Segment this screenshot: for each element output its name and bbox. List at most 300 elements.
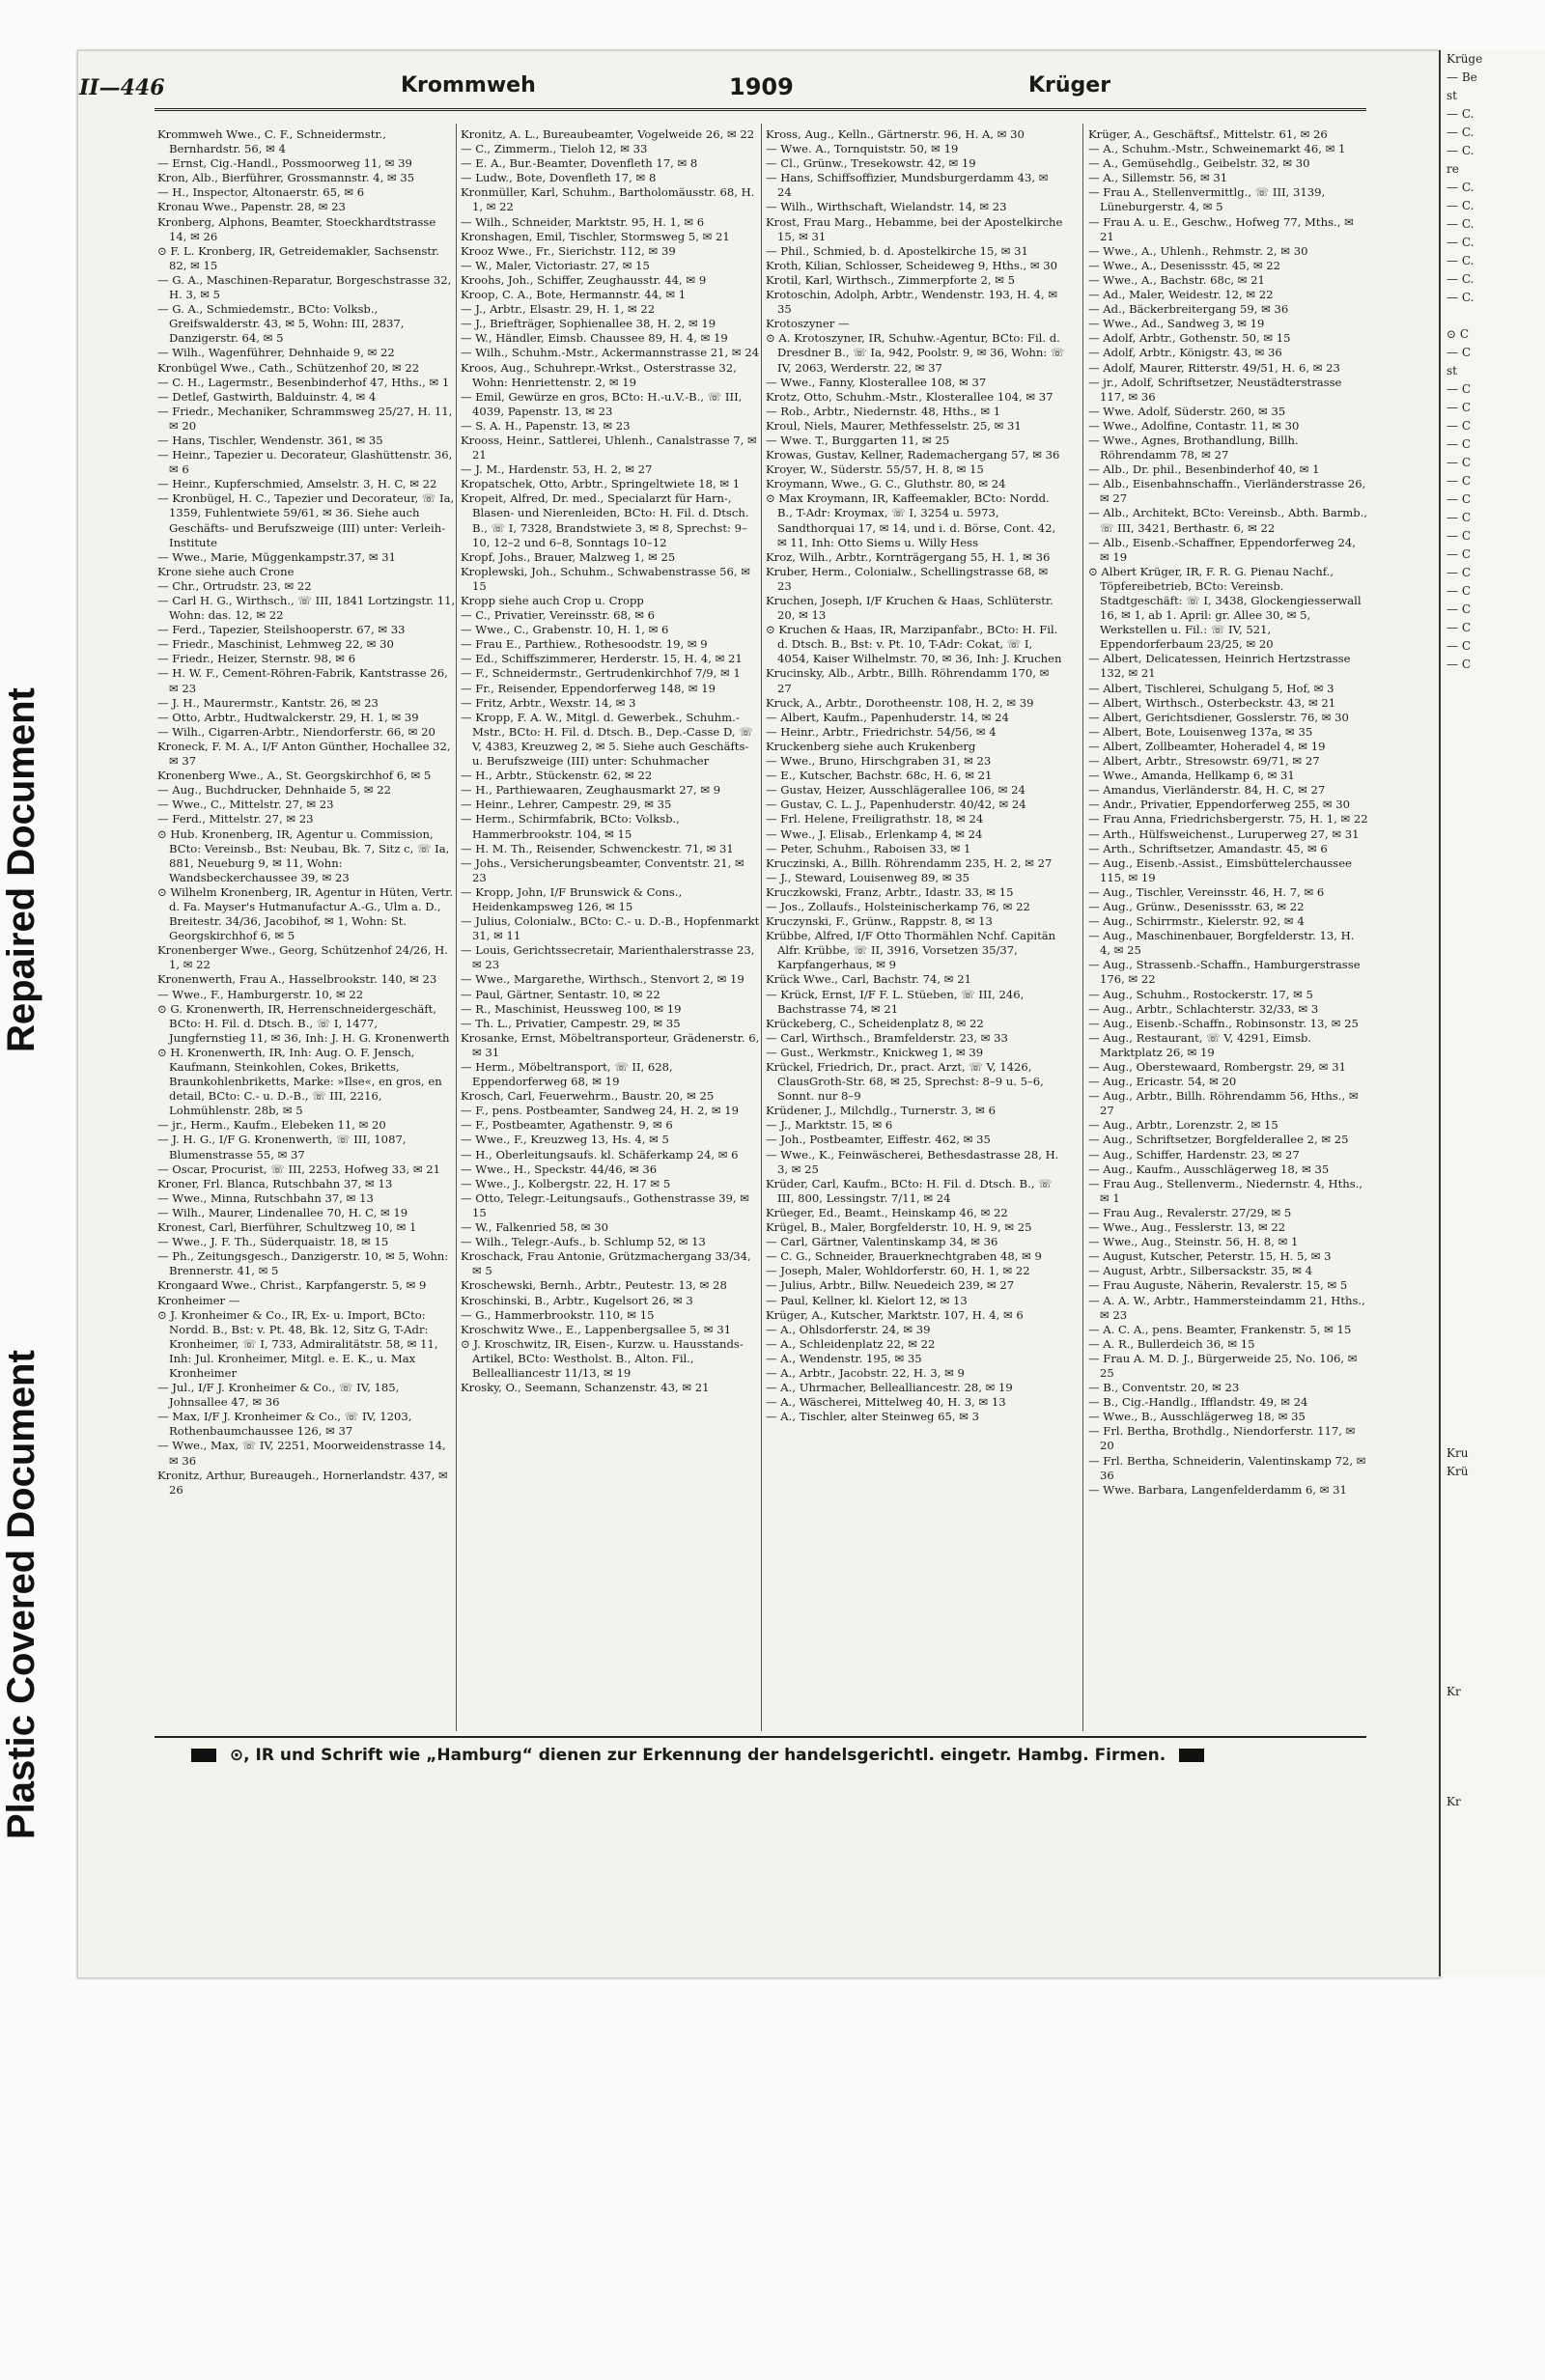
directory-entry: — Arth., Hülfsweichenst., Luruperweg 27, ✉ 31: [1088, 826, 1360, 841]
directory-entry: — Frau A. u. E., Geschw., Hofweg 77, Mths., ✉ 21: [1088, 214, 1354, 243]
directory-entry: — Wwe., J. F. Th., Süderquaistr. 18, ✉ 15: [157, 1235, 389, 1249]
directory-entry: — J. H. G., I/F G. Kronenwerth, ☏ III, 1087, Blumenstrasse 55, ✉ 37: [157, 1133, 407, 1162]
directory-entry: Krotil, Karl, Wirthsch., Zimmerpforte 2, ✉ 5: [766, 272, 1015, 287]
adjacent-page-fragment: [1441, 1004, 1545, 1022]
directory-entry: — Heinr., Lehrer, Campestr. 29, ✉ 35: [461, 798, 672, 812]
adjacent-page-fragment: st: [1447, 364, 1457, 378]
directory-entry: Kruchen, Joseph, I/F Kruchen & Haas, Schlüterstr. 20, ✉ 13: [766, 594, 1053, 623]
directory-entry: — Friedr., Maschinist, Lehmweg 22, ✉ 30: [157, 637, 394, 652]
directory-entry: — Peter, Schuhm., Raboisen 33, ✉ 1: [766, 841, 971, 855]
directory-entry: — A., Schuhm.-Mstr., Schweinemarkt 46, ✉ 1: [1088, 142, 1346, 156]
directory-entry: — Wwe., K., Feinwäscherei, Bethesdastrasse 28, H. 3, ✉ 25: [766, 1147, 1059, 1176]
directory-entry: — Adolf, Arbtr., Gothenstr. 50, ✉ 15: [1088, 331, 1291, 346]
adjacent-page-fragment: [1441, 1243, 1545, 1261]
adjacent-page-fragment: [1441, 1610, 1545, 1628]
header-left-word: Krommweh: [401, 73, 536, 98]
directory-entry: — Wilh., Maurer, Lindenallee 70, H. C, ✉ 19: [157, 1205, 408, 1219]
adjacent-page-fragment: ⊙ C: [1447, 327, 1470, 341]
directory-entry: ⊙ H. Kronenwerth, IR, Inh: Aug. O. F. Jensch, Kaufmann, Steinkohlen, Cokes, Briketts, Braunkohlenbriketts, Marke: »Ilse«, en gros, en detail, BCto: C.- u. D.-B., ☏ III, 2216, Lohmühlenstr. 28b, ✉ 5: [157, 1045, 442, 1118]
directory-entry: — Wwe., Ad., Sandweg 3, ✉ 19: [1088, 317, 1265, 331]
adjacent-page-fragment: [1441, 766, 1545, 784]
directory-entry: — A., Wäscherei, Mittelweg 40, H. 3, ✉ 13: [766, 1395, 1006, 1410]
directory-entry: ⊙ Wilhelm Kronenberg, IR, Agentur in Hüten, Vertr. d. Fa. Mayser's Hutmanufactur A.-G., Ulm a. D., Breitestr. 34/36, Jacobihof, ✉ 1, Wohn: St. Georgskirchhof 6, ✉ 5: [157, 884, 454, 943]
directory-entry: — F., Schneidermstr., Gertrudenkirchhof 7/9, ✉ 1: [461, 666, 741, 681]
directory-entry: Krooss, Heinr., Sattlerei, Uhlenh., Canalstrasse 7, ✉ 21: [461, 433, 757, 462]
directory-entry: — Joh., Postbeamter, Eiffestr. 462, ✉ 35: [766, 1133, 991, 1147]
directory-entry: — Jos., Zollaufs., Holsteinischerkamp 76, ✉ 22: [766, 899, 1030, 913]
adjacent-page-fragment: [1441, 1169, 1545, 1188]
directory-entry: — Ernst, Cig.-Handl., Possmoorweg 11, ✉ 39: [157, 156, 412, 171]
directory-entry: — Adolf, Maurer, Ritterstr. 49/51, H. 6, ✉ 23: [1088, 360, 1340, 375]
adjacent-page-fragment: [1441, 1334, 1545, 1353]
adjacent-page-fragment: [1441, 1738, 1545, 1756]
directory-column-4: [1088, 127, 1368, 1725]
directory-entry: — Paul, Gärtner, Sentastr. 10, ✉ 22: [461, 987, 660, 1001]
directory-entry: ⊙ F. L. Kronberg, IR, Getreidemakler, Sachsenstr. 82, ✉ 15: [157, 243, 439, 272]
directory-entry: — Aug., Schiffer, Hardenstr. 23, ✉ 27: [1088, 1147, 1300, 1162]
adjacent-page-fragment: [1441, 1279, 1545, 1298]
adjacent-page-fragment: [1441, 1224, 1545, 1243]
directory-entry: Kroplewski, Joh., Schuhm., Schwabenstrasse 56, ✉ 15: [461, 564, 751, 593]
directory-entry: — Th. L., Privatier, Campestr. 29, ✉ 35: [461, 1016, 681, 1030]
directory-entry: — Albert, Kaufm., Papenhuderstr. 14, ✉ 24: [766, 710, 1009, 724]
adjacent-page-fragment: [1441, 1298, 1545, 1316]
directory-entry: — Ed., Schiffszimmerer, Herderstr. 15, H. 4, ✉ 21: [461, 652, 743, 666]
directory-entry: Krüger, A., Geschäftsf., Mittelstr. 61, ✉ 26: [1088, 127, 1328, 141]
directory-entry: — Adolf, Arbtr., Königstr. 43, ✉ 36: [1088, 346, 1282, 360]
directory-entry: — E., Kutscher, Bachstr. 68c, H. 6, ✉ 21: [766, 769, 993, 783]
adjacent-page-fragment: — Be: [1447, 70, 1477, 84]
directory-entry: Kronheimer —: [157, 1293, 240, 1307]
directory-entry: — Aug., Eisenb.-Schaffn., Robinsonstr. 13, ✉ 25: [1088, 1016, 1359, 1030]
adjacent-page-fragment: [1441, 307, 1545, 325]
footer-text: ⊙, IR und Schrift wie „Hamburg“ dienen zur Erkennung der handelsgerichtl. eingetr. Hambg. Firmen.: [229, 1746, 1166, 1765]
directory-entry: — J., Marktstr. 15, ✉ 6: [766, 1118, 893, 1133]
directory-entry: — Frau Anna, Friedrichsbergerstr. 75, H. 1, ✉ 22: [1088, 812, 1368, 826]
directory-entry: Kronmüller, Karl, Schuhm., Bartholomäusstr. 68, H. 1, ✉ 22: [461, 185, 755, 214]
directory-entry: — B., Conventstr. 20, ✉ 23: [1088, 1381, 1240, 1395]
directory-entry: — Wwe., Minna, Rutschbahn 37, ✉ 13: [157, 1190, 374, 1205]
directory-entry: — Wwe., Max, ☏ IV, 2251, Moorweidenstrasse 14, ✉ 36: [157, 1439, 446, 1468]
directory-entry: — Wwe., Bruno, Hirschgraben 31, ✉ 23: [766, 754, 992, 769]
directory-entry: — W., Händler, Eimsb. Chaussee 89, H. 4, ✉ 19: [461, 331, 728, 346]
directory-entry: — Julius, Arbtr., Billw. Neuedeich 239, ✉ 27: [766, 1278, 1015, 1293]
adjacent-page-fragment: re: [1447, 162, 1459, 176]
directory-entry: Krosch, Carl, Feuerwehrm., Baustr. 20, ✉ 25: [461, 1089, 715, 1104]
directory-entry: — Wwe. Adolf, Süderstr. 260, ✉ 35: [1088, 404, 1286, 418]
column-separator: [1082, 124, 1083, 1731]
directory-entry: Kruck, A., Arbtr., Dorotheenstr. 108, H. 2, ✉ 39: [766, 695, 1034, 710]
directory-entry: — Joseph, Maler, Wohldorferstr. 60, H. 1, ✉ 22: [766, 1264, 1030, 1278]
directory-entry: — Wwe., Margarethe, Wirthsch., Stenvort 2, ✉ 19: [461, 972, 744, 987]
footer-note: [183, 1746, 1362, 1765]
adjacent-page-fragment: — C: [1447, 492, 1471, 506]
directory-entry: — F., Postbeamter, Agathenstr. 9, ✉ 6: [461, 1118, 673, 1133]
adjacent-page-fragment: [1441, 1353, 1545, 1371]
directory-entry: Krotoszyner —: [766, 317, 850, 331]
directory-entry: — A., Sillemstr. 56, ✉ 31: [1088, 171, 1228, 185]
directory-entry: — C. G., Schneider, Brauerknechtgraben 48, ✉ 9: [766, 1249, 1042, 1264]
adjacent-page-fragment: [1441, 1371, 1545, 1389]
adjacent-page-fragment: Kr: [1447, 1685, 1461, 1698]
directory-entry: Krückel, Friedrich, Dr., pract. Arzt, ☏ V, 1426, ClausGroth-Str. 68, ✉ 25, Sprechst: 8–9 u. 5–6, Sonnt. nur 8–9: [766, 1060, 1044, 1104]
directory-entry: — Aug., Schirrmstr., Kielerstr. 92, ✉ 4: [1088, 914, 1305, 929]
side-label-plastic: Plastic Covered Document: [0, 1350, 42, 1839]
directory-entry: — Aug., Arbtr., Billh. Röhrendamm 56, Hths., ✉ 27: [1088, 1089, 1359, 1118]
adjacent-page-fragment: [1441, 949, 1545, 967]
directory-entry: Krügel, B., Maler, Borgfelderstr. 10, H. 9, ✉ 25: [766, 1220, 1032, 1235]
directory-entry: Krommweh Wwe., C. F., Schneidermstr., Bernhardstr. 56, ✉ 4: [157, 127, 386, 156]
directory-entry: ⊙ G. Kronenwerth, IR, Herrenschneidergeschäft, BCto: H. Fil. d. Dtsch. B., ☏ I, 1477, Jungfernstieg 11, ✉ 36, Inh: J. H. G. Kronenwerth: [157, 1001, 450, 1045]
directory-entry: — Wwe., Adolfine, Contastr. 11, ✉ 30: [1088, 418, 1300, 433]
directory-entry: — Detlef, Gastwirth, Balduinstr. 4, ✉ 4: [157, 389, 377, 404]
directory-entry: — B., Cig.-Handlg., Ifflandstr. 49, ✉ 24: [1088, 1395, 1308, 1410]
adjacent-page-fragment: — C: [1447, 382, 1471, 396]
directory-entry: — W., Maler, Victoriastr. 27, ✉ 15: [461, 258, 650, 272]
adjacent-page-fragment: [1441, 986, 1545, 1004]
directory-entry: — A., Schleidenplatz 22, ✉ 22: [766, 1336, 936, 1351]
directory-entry: Kronitz, Arthur, Bureaugeh., Hornerlandstr. 437, ✉ 26: [157, 1468, 448, 1497]
directory-entry: — Gustav, C. L. J., Papenhuderstr. 40/42, ✉ 24: [766, 798, 1026, 812]
directory-entry: — Herm., Möbeltransport, ☏ II, 628, Eppendorferweg 68, ✉ 19: [461, 1060, 673, 1089]
directory-entry: — Wilh., Schneider, Marktstr. 95, H. 1, ✉ 6: [461, 214, 705, 229]
directory-entry: — Phil., Schmied, b. d. Apostelkirche 15, ✉ 31: [766, 243, 1028, 258]
adjacent-page-fragment: [1441, 894, 1545, 912]
directory-entry: — Hans, Schiffsoffizier, Mundsburgerdamm 43, ✉ 24: [766, 171, 1049, 200]
directory-entry: — Cl., Grünw., Tresekowstr. 42, ✉ 19: [766, 156, 976, 171]
directory-entry: Krongaard Wwe., Christ., Karpfangerstr. 5, ✉ 9: [157, 1278, 427, 1293]
directory-entry: — Wilh., Wirthschaft, Wielandstr. 14, ✉ 23: [766, 200, 1007, 214]
header-rule: [154, 108, 1366, 111]
directory-entry: — Wwe., Marie, Müggenkampstr.37, ✉ 31: [157, 549, 397, 564]
directory-entry: Krüder, Carl, Kaufm., BCto: H. Fil. d. Dtsch. B., ☏ III, 800, Lessingstr. 7/11, ✉ 24: [766, 1176, 1053, 1205]
directory-entry: — Frl. Helene, Freiligrathstr. 18, ✉ 24: [766, 812, 984, 826]
adjacent-page-fragment: — C: [1447, 456, 1471, 469]
directory-column-2: [461, 127, 760, 1725]
directory-entry: Krowas, Gustav, Kellner, Rademachergang 57, ✉ 36: [766, 448, 1060, 462]
directory-entry: — Wwe., C., Grabenstr. 10, H. 1, ✉ 6: [461, 623, 669, 637]
directory-entry: — E. A., Bur.-Beamter, Dovenfleth 17, ✉ 8: [461, 156, 698, 171]
directory-entry: — H., Inspector, Altonaerstr. 65, ✉ 6: [157, 185, 365, 200]
directory-entry: — A., Arbtr., Jacobstr. 22, H. 3, ✉ 9: [766, 1365, 965, 1380]
adjacent-page-fragment: — C.: [1447, 107, 1475, 121]
directory-entry: — G. A., Maschinen-Reparatur, Borgeschstrasse 32, H. 3, ✉ 5: [157, 272, 452, 302]
directory-entry: — Albert, Bote, Louisenweg 137a, ✉ 35: [1088, 724, 1313, 739]
adjacent-page-fragment: [1441, 857, 1545, 876]
directory-entry: — Otto, Telegr.-Leitungsaufs., Gothenstrasse 39, ✉ 15: [461, 1190, 749, 1219]
directory-entry: — A., Wendenstr. 195, ✉ 35: [766, 1351, 922, 1365]
directory-entry: — Carl, Gärtner, Valentinskamp 34, ✉ 36: [766, 1235, 998, 1249]
directory-entry: ⊙ A. Krotoszyner, IR, Schuhw.-Agentur, BCto: Fil. d. Dresdner B., ☏ Ia, 942, Poolstr. 9, ✉ 36, Wohn: ☏ IV, 2063, Werderstr. 22, ✉ 37: [766, 331, 1065, 375]
directory-entry: — Frau A., Stellenvermittlg., ☏ III, 3139, Lüneburgerstr. 4, ✉ 5: [1088, 185, 1326, 214]
adjacent-page-fragment: [1441, 1022, 1545, 1041]
directory-entry: — Albert, Tischlerei, Schulgang 5, Hof, ✉ 3: [1088, 681, 1334, 695]
directory-entry: — Friedr., Heizer, Sternstr. 98, ✉ 6: [157, 652, 356, 666]
directory-entry: — H., Oberleitungsaufs. kl. Schäferkamp 24, ✉ 6: [461, 1147, 739, 1162]
directory-entry: — Alb., Eisenbahnschaffn., Vierländerstrasse 26, ✉ 27: [1088, 477, 1366, 506]
directory-entry: — A. A. W., Arbtr., Hammersteindamm 21, Hths., ✉ 23: [1088, 1293, 1365, 1322]
directory-entry: — A., Uhrmacher, Bellealliancestr. 28, ✉ 19: [766, 1381, 1013, 1395]
directory-entry: Krone siehe auch Crone: [157, 564, 295, 578]
directory-entry: — Gustav, Heizer, Ausschlägerallee 106, ✉ 24: [766, 783, 1025, 798]
directory-entry: — A., Gemüsehdlg., Geibelstr. 32, ✉ 30: [1088, 156, 1310, 171]
adjacent-page-fragment: — C.: [1447, 272, 1475, 286]
directory-entry: — Hans, Tischler, Wendenstr. 361, ✉ 35: [157, 433, 383, 447]
directory-entry: — Johs., Versicherungsbeamter, Conventstr. 21, ✉ 23: [461, 855, 744, 884]
directory-entry: — W., Falkenried 58, ✉ 30: [461, 1220, 608, 1235]
directory-entry: Kroul, Niels, Maurer, Methfesselstr. 25, ✉ 31: [766, 418, 1022, 433]
directory-entry: — Ph., Zeitungsgesch., Danzigerstr. 10, ✉ 5, Wohn: Brennerstr. 41, ✉ 5: [157, 1249, 449, 1278]
adjacent-page-fragment: [1441, 1701, 1545, 1720]
adjacent-page-fragment: [1441, 729, 1545, 747]
adjacent-page-fragment: [1441, 1499, 1545, 1518]
adjacent-page-fragment: [1441, 912, 1545, 931]
directory-entry: Kroner, Frl. Blanca, Rutschbahn 37, ✉ 13: [157, 1176, 393, 1190]
directory-entry: — Kronbügel, H. C., Tapezier und Decorateur, ☏ Ia, 1359, Fuhlentwiete 59/61, ✉ 36. Siehe auch Geschäfts- und Berufszweige (III) unter: Verleih-Institute: [157, 491, 455, 549]
directory-entry: — Aug., Buchdrucker, Dehnhaide 5, ✉ 22: [157, 783, 392, 798]
directory-entry: Kropf, Johs., Brauer, Malzweg 1, ✉ 25: [461, 549, 676, 564]
directory-entry: — Heinr., Kupferschmied, Amselstr. 3, H. C, ✉ 22: [157, 477, 437, 491]
adjacent-page-fragment: [1441, 802, 1545, 821]
directory-entry: — Frl. Bertha, Brothdlg., Niendorferstr. 117, ✉ 20: [1088, 1424, 1356, 1453]
directory-entry: — Frl. Bertha, Schneiderin, Valentinskamp 72, ✉ 36: [1088, 1453, 1366, 1482]
directory-entry: Krosky, O., Seemann, Schanzenstr. 43, ✉ 21: [461, 1381, 710, 1395]
adjacent-page-fragment: — C: [1447, 566, 1471, 579]
directory-entry: ⊙ J. Kroschwitz, IR, Eisen-, Kurzw. u. Hausstands-Artikel, BCto: Westholst. B., Alton. Fil., Bellealliancestr 11/13, ✉ 19: [461, 1336, 744, 1380]
directory-entry: — Rob., Arbtr., Niedernstr. 48, Hths., ✉ 1: [766, 404, 1001, 418]
adjacent-page-fragment: — C.: [1447, 144, 1475, 157]
directory-entry: — Wwe., A., Desenissstr. 45, ✉ 22: [1088, 258, 1281, 272]
directory-entry: Kronberg, Alphons, Beamter, Stoeckhardtstrasse 14, ✉ 26: [157, 214, 436, 243]
directory-entry: Kruber, Herm., Colonialw., Schellingstrasse 68, ✉ 23: [766, 564, 1049, 593]
directory-entry: — Aug., Tischler, Vereinsstr. 46, H. 7, ✉ 6: [1088, 884, 1325, 899]
directory-entry: — Albert, Arbtr., Stresowstr. 69/71, ✉ 27: [1088, 754, 1320, 769]
directory-entry: — Wwe., J., Kolbergstr. 22, H. 17 ✉ 5: [461, 1176, 671, 1190]
footer-rule: [154, 1736, 1366, 1738]
adjacent-page-fragment: — C: [1447, 584, 1471, 598]
directory-entry: ⊙ Kruchen & Haas, IR, Marzipanfabr., BCto: H. Fil. d. Dtsch. B., Bst: v. Pt. 10, T-Adr: Cokat, ☏ I, 4054, Kaiser Wilhelmstr. 70, ✉ 36, Inh: J. Kruchen: [766, 623, 1062, 666]
directory-entry: — Krück, Ernst, I/F F. L. Stüeben, ☏ III, 246, Bachstrasse 74, ✉ 21: [766, 987, 1025, 1016]
adjacent-page-fragment: — C.: [1447, 217, 1475, 231]
directory-entry: Kropeit, Alfred, Dr. med., Specialarzt für Harn-, Blasen- und Nierenleiden, BCto: H. Fil. d. Dtsch. B., ☏ I, 7328, Brandstwiete 3, ✉ 8, Sprechst: 9–10, 12–2 und 6–8, Sonntags 10–12: [461, 491, 749, 549]
directory-entry: Kruczinski, A., Billh. Röhrendamm 235, H. 2, ✉ 27: [766, 855, 1053, 870]
directory-column-3: [766, 127, 1065, 1725]
adjacent-page-fragment: [1441, 1096, 1545, 1114]
directory-entry: Kroos, Aug., Schuhrepr.-Wrkst., Osterstrasse 32, Wohn: Henriettenstr. 2, ✉ 19: [461, 360, 737, 389]
directory-entry: — A. R., Bullerdeich 36, ✉ 15: [1088, 1336, 1255, 1351]
directory-column-1: [157, 127, 457, 1725]
directory-entry: Kroop, C. A., Bote, Hermannstr. 44, ✉ 1: [461, 288, 687, 302]
adjacent-page-fragment: [1441, 839, 1545, 857]
directory-entry: — Wwe. T., Burggarten 11, ✉ 25: [766, 433, 950, 447]
directory-entry: — Albert, Delicatessen, Heinrich Hertzstrasse 132, ✉ 21: [1088, 652, 1351, 681]
directory-entry: — J., Briefträger, Sophienallee 38, H. 2, ✉ 19: [461, 317, 716, 331]
adjacent-page-fragment: [1441, 1426, 1545, 1444]
directory-entry: Kron, Alb., Bierführer, Grossmannstr. 4, ✉ 35: [157, 171, 415, 185]
directory-entry: Krotoschin, Adolph, Arbtr., Wendenstr. 193, H. 4, ✉ 35: [766, 288, 1058, 317]
adjacent-page-strip: [1439, 50, 1545, 1976]
directory-entry: — Ferd., Tapezier, Steilshooperstr. 67, ✉ 33: [157, 623, 406, 637]
adjacent-page-fragment: [1441, 1261, 1545, 1279]
header-year: 1909: [729, 73, 794, 100]
directory-entry: Kronbügel Wwe., Cath., Schützenhof 20, ✉ 22: [157, 360, 420, 375]
directory-entry: — Wwe., Agnes, Brothandlung, Billh. Röhrendamm 78, ✉ 27: [1088, 433, 1299, 462]
directory-entry: — Wilh., Cigarren-Arbtr., Niendorferstr. 66, ✉ 20: [157, 724, 435, 739]
directory-entry: Kroschinski, B., Arbtr., Kugelsort 26, ✉ 3: [461, 1293, 693, 1307]
directory-entry: — August, Kutscher, Peterstr. 15, H. 5, ✉ 3: [1088, 1249, 1332, 1264]
directory-entry: — Aug., Kaufm., Ausschlägerweg 18, ✉ 35: [1088, 1162, 1330, 1176]
directory-entry: — Max, I/F J. Kronheimer & Co., ☏ IV, 1203, Rothenbaumchaussee 126, ✉ 37: [157, 1410, 412, 1439]
adjacent-page-fragment: [1441, 1151, 1545, 1169]
adjacent-page-fragment: [1441, 1775, 1545, 1793]
directory-entry: Kronenwerth, Frau A., Hasselbrookstr. 140, ✉ 23: [157, 972, 437, 987]
adjacent-page-fragment: [1441, 1554, 1545, 1573]
adjacent-page-fragment: [1441, 821, 1545, 839]
directory-entry: Krost, Frau Marg., Hebamme, bei der Apostelkirche 15, ✉ 31: [766, 214, 1063, 243]
adjacent-page-fragment: [1441, 1720, 1545, 1738]
adjacent-page-fragment: — C: [1447, 621, 1471, 634]
directory-entry: — Amandus, Vierländerstr. 84, H. C, ✉ 27: [1088, 783, 1326, 798]
adjacent-page-fragment: [1441, 1188, 1545, 1206]
adjacent-page-fragment: — C.: [1447, 199, 1475, 212]
adjacent-page-fragment: [1441, 747, 1545, 766]
directory-entry: — Arth., Schriftsetzer, Amandastr. 45, ✉ 6: [1088, 841, 1328, 855]
directory-entry: — H., Arbtr., Stückenstr. 62, ✉ 22: [461, 769, 653, 783]
directory-entry: Krucinsky, Alb., Arbtr., Billh. Röhrendamm 170, ✉ 27: [766, 666, 1050, 695]
adjacent-page-fragment: — C: [1447, 474, 1471, 488]
directory-entry: — A., Tischler, alter Steinweg 65, ✉ 3: [766, 1410, 980, 1424]
adjacent-page-fragment: [1441, 1518, 1545, 1536]
directory-entry: — Fritz, Arbtr., Wexstr. 14, ✉ 3: [461, 695, 636, 710]
directory-entry: Krückeberg, C., Scheidenplatz 8, ✉ 22: [766, 1016, 984, 1030]
adjacent-page-fragment: — C: [1447, 346, 1471, 359]
adjacent-page-fragment: [1441, 1041, 1545, 1059]
directory-entry: — Ad., Bäckerbreitergang 59, ✉ 36: [1088, 302, 1289, 317]
adjacent-page-fragment: [1441, 1573, 1545, 1591]
adjacent-page-fragment: — C: [1447, 602, 1471, 616]
adjacent-page-fragment: [1441, 876, 1545, 894]
directory-entry: — Wilh., Schuhm.-Mstr., Ackermannstrasse 21, ✉ 24: [461, 346, 760, 360]
directory-entry: Kronest, Carl, Bierführer, Schultzweg 10, ✉ 1: [157, 1220, 417, 1235]
directory-entry: — Oscar, Procurist, ☏ III, 2253, Hofweg 33, ✉ 21: [157, 1162, 441, 1176]
directory-entry: — C., Zimmerm., Tieloh 12, ✉ 33: [461, 142, 648, 156]
directory-entry: — Aug., Arbtr., Schlachterstr. 32/33, ✉ 3: [1088, 1001, 1319, 1016]
directory-entry: ⊙ J. Kronheimer & Co., IR, Ex- u. Import, BCto: Nordd. B., Bst: v. Pt. 48, Bk. 12, Sitz G, T-Adr: Kronheimer, ☏ I, 733, Admiralitätstr. 58, ✉ 11, Inh: Jul. Kronheimer, Mitgl. e. E. K., u. Max Kronheimer: [157, 1307, 438, 1380]
directory-entry: ⊙ Albert Krüger, IR, F. R. G. Pienau Nachf., Töpfereibetrieb, BCto: Vereinsb. Stadtgeschäft: ☏ I, 3438, Glockengiesserwall 16, ✉ 1, ab 1. April: gr. Allee 30, ✉ 5, Werkstellen u. Fil.: ☏ IV, 521, Eppendorferbaum 23/25, ✉ 20: [1088, 564, 1362, 652]
side-label-repaired: Repaired Document: [0, 687, 42, 1052]
directory-entry: — Frau E., Parthiew., Rothesoodstr. 19, ✉ 9: [461, 637, 708, 652]
directory-entry: Krotz, Otto, Schuhm.-Mstr., Klosterallee 104, ✉ 37: [766, 389, 1053, 404]
directory-entry: Kroneck, F. M. A., I/F Anton Günther, Hochallee 32, ✉ 37: [157, 739, 451, 769]
directory-entry: Kroschwitz Wwe., E., Lappenbergsallee 5, ✉ 31: [461, 1322, 732, 1336]
directory-entry: Kruczynski, F., Grünw., Rappstr. 8, ✉ 13: [766, 914, 993, 929]
directory-entry: — Wwe., J. Elisab., Erlenkamp 4, ✉ 24: [766, 826, 983, 841]
directory-entry: — Wwe., A., Bachstr. 68c, ✉ 21: [1088, 272, 1265, 287]
directory-entry: — Herm., Schirmfabrik, BCto: Volksb., Hammerbrookstr. 104, ✉ 15: [461, 812, 680, 841]
directory-entry: — Wilh., Telegr.-Aufs., b. Schlump 52, ✉ 13: [461, 1235, 706, 1249]
directory-entry: — J., Arbtr., Elsastr. 29, H. 1, ✉ 22: [461, 302, 656, 317]
adjacent-page-fragment: [1441, 1078, 1545, 1096]
directory-entry: — Fr., Reisender, Eppendorferweg 148, ✉ 19: [461, 681, 716, 695]
directory-entry: — Wilh., Wagenführer, Dehnhaide 9, ✉ 22: [157, 346, 395, 360]
directory-entry: Kroymann, Wwe., G. C., Gluthstr. 80, ✉ 24: [766, 477, 1006, 491]
directory-entry: — jr., Adolf, Schriftsetzer, Neustädterstrasse 117, ✉ 36: [1088, 375, 1342, 404]
directory-entry: — J., Steward, Louisenweg 89, ✉ 35: [766, 870, 970, 884]
adjacent-page-fragment: — C: [1447, 437, 1471, 451]
directory-entry: — Aug., Grünw., Desenissstr. 63, ✉ 22: [1088, 899, 1305, 913]
directory-entry: — Wwe., A., Uhlenh., Rehmstr. 2, ✉ 30: [1088, 243, 1308, 258]
directory-entry: ⊙ Hub. Kronenberg, IR, Agentur u. Commission, BCto: Vereinsb., Bst: Neubau, Bk. 7, Sitz c, ☏ Ia, 881, Neueburg 9, ✉ 11, Wohn: Wandsbeckerchaussee 39, ✉ 23: [157, 826, 450, 884]
directory-entry: Kruckenberg siehe auch Krukenberg: [766, 739, 976, 753]
directory-entry: Krooz Wwe., Fr., Sierichstr. 112, ✉ 39: [461, 243, 676, 258]
directory-entry: Kronau Wwe., Papenstr. 28, ✉ 23: [157, 200, 346, 214]
directory-entry: — Emil, Gewürze en gros, BCto: H.-u.V.-B., ☏ III, 4039, Papenstr. 13, ✉ 23: [461, 389, 743, 418]
directory-entry: — Wwe., C., Mittelstr. 27, ✉ 23: [157, 798, 334, 812]
directory-entry: — Alb., Architekt, BCto: Vereinsb., Abth. Barmb., ☏ III, 3421, Berthastr. 6, ✉ 22: [1088, 506, 1368, 535]
adjacent-page-fragment: [1441, 692, 1545, 711]
adjacent-page-fragment: [1441, 1536, 1545, 1554]
adjacent-page-fragment: — C: [1447, 511, 1471, 524]
directory-entry: — Ludw., Bote, Dovenfleth 17, ✉ 8: [461, 171, 657, 185]
directory-entry: — Louis, Gerichtssecretair, Marienthalerstrasse 23, ✉ 23: [461, 943, 755, 972]
adjacent-page-fragment: — C: [1447, 658, 1471, 671]
adjacent-page-fragment: [1441, 1481, 1545, 1499]
adjacent-page-fragment: [1441, 674, 1545, 692]
directory-entry: — H., Parthiewaaren, Zeughausmarkt 27, ✉ 9: [461, 783, 721, 798]
directory-entry: — Albert, Gerichtsdiener, Gosslerstr. 76, ✉ 30: [1088, 710, 1349, 724]
directory-entry: — Wwe., Aug., Fesslerstr. 13, ✉ 22: [1088, 1220, 1286, 1235]
adjacent-page-fragment: st: [1447, 89, 1457, 102]
directory-entry: — Wwe. A., Tornquiststr. 50, ✉ 19: [766, 142, 959, 156]
directory-entry: — Aug., Schriftsetzer, Borgfelderallee 2, ✉ 25: [1088, 1133, 1349, 1147]
directory-entry: — A., Ohlsdorferstr. 24, ✉ 39: [766, 1322, 931, 1336]
header-right-word: Krüger: [1028, 73, 1111, 98]
adjacent-page-fragment: Kr: [1447, 1795, 1461, 1808]
adjacent-page-fragment: [1441, 1408, 1545, 1426]
adjacent-page-fragment: — C: [1447, 419, 1471, 433]
directory-entry: — Jul., I/F J. Kronheimer & Co., ☏ IV, 185, Johnsallee 47, ✉ 36: [157, 1381, 400, 1410]
directory-entry: — Aug., Strassenb.-Schaffn., Hamburgerstrasse 176, ✉ 22: [1088, 958, 1361, 987]
pointing-hand-icon: [1179, 1749, 1204, 1762]
directory-entry: Kruczkowski, Franz, Arbtr., Idastr. 33, ✉ 15: [766, 884, 1014, 899]
adjacent-page-fragment: [1441, 931, 1545, 949]
directory-entry: — Aug., Restaurant, ☏ V, 4291, Eimsb. Marktplatz 26, ✉ 19: [1088, 1030, 1312, 1059]
adjacent-page-fragment: — C.: [1447, 126, 1475, 139]
directory-entry: Krübbe, Alfred, I/F Otto Thormählen Nchf. Capitän Alfr. Krübbe, ☏ II, 3916, Vorsetzen 35/37, Karpfangerhaus, ✉ 9: [766, 929, 1056, 972]
directory-entry: — Aug., Ericastr. 54, ✉ 20: [1088, 1075, 1237, 1089]
directory-entry: — G., Hammerbrookstr. 110, ✉ 15: [461, 1307, 655, 1322]
directory-entry: — G. A., Schmiedemstr., BCto: Volksb., Greifswalderstr. 43, ✉ 5, Wohn: III, 2837, Danzigerstr. 64, ✉ 5: [157, 302, 405, 346]
directory-entry: — Albert, Wirthsch., Osterbeckstr. 43, ✉ 21: [1088, 695, 1336, 710]
adjacent-page-fragment: [1441, 1628, 1545, 1646]
adjacent-page-fragment: — C: [1447, 547, 1471, 561]
adjacent-page-fragment: [1441, 1206, 1545, 1224]
adjacent-page-fragment: Krüge: [1447, 52, 1483, 66]
directory-entry: — Ferd., Mittelstr. 27, ✉ 23: [157, 812, 314, 826]
adjacent-page-fragment: [1441, 1133, 1545, 1151]
directory-entry: — Wwe., F., Hamburgerstr. 10, ✉ 22: [157, 987, 364, 1001]
adjacent-page-fragment: — C.: [1447, 291, 1475, 304]
adjacent-page-fragment: [1441, 1756, 1545, 1775]
directory-entry: — Gust., Werkmstr., Knickweg 1, ✉ 39: [766, 1045, 984, 1059]
directory-entry: — Wwe., B., Ausschlägerweg 18, ✉ 35: [1088, 1410, 1306, 1424]
directory-entry: — F., pens. Postbeamter, Sandweg 24, H. 2, ✉ 19: [461, 1104, 740, 1118]
directory-entry: — Frau Aug., Stellenverm., Niedernstr. 4, Hths., ✉ 1: [1088, 1176, 1363, 1205]
directory-entry: Kroohs, Joh., Schiffer, Zeughausstr. 44, ✉ 9: [461, 272, 707, 287]
directory-entry: Kropatschek, Otto, Arbtr., Springeltwiete 18, ✉ 1: [461, 477, 741, 491]
adjacent-page-fragment: Krü: [1447, 1465, 1469, 1478]
directory-entry: — J. H., Maurermstr., Kantstr. 26, ✉ 23: [157, 695, 379, 710]
